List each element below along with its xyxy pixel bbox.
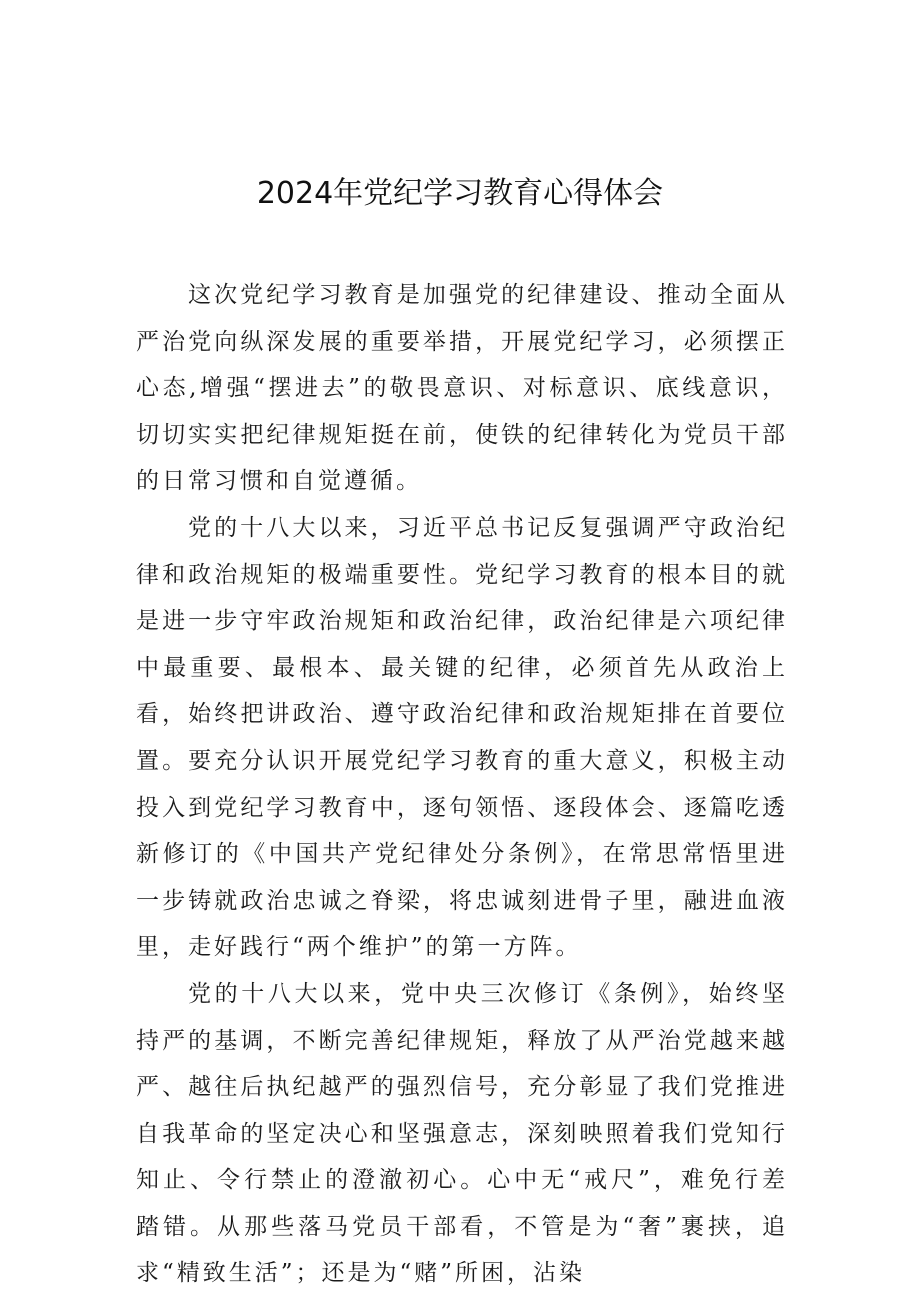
paragraph-2: 党的十八大以来，习近平总书记反复强调严守政治纪律和政治规矩的极端重要性。党纪学习教育的根本目的就是进一步守牢政治规矩和政治纪律，政治纪律是六项纪律中最重要、最根本、最关键的纪律，必须首先从政治上看，始终把讲政治、遵守政治纪律和政治规矩排在首要位置。要充分认识开展党纪学习教育的重大意义，积极主动投入到党纪学习教育中，逐句领悟、逐段体会、逐篇吃透新修订的《中国共产党纪律处分条例》，在常思常悟里进一步铸就政治忠诚之脊梁，将忠诚刻进骨子里，融进血液里，走好践行“两个维护”的第一方阵。 bbox=[136, 514, 788, 961]
document-title: 2024年党纪学习教育心得体会 bbox=[256, 176, 664, 211]
paragraph-1: 这次党纪学习教育是加强党的纪律建设、推动全面从严治党向纵深发展的重要举措，开展党纪学习，必须摆正心态,增强“摆进去”的敬畏意识、对标意识、底线意识，切切实实把纪律规矩挺在前，使铁的纪律转化为党员干部的日常习惯和自觉遵循。 bbox=[136, 282, 788, 495]
document-body bbox=[136, 272, 788, 1297]
paragraph-3: 党的十八大以来，党中央三次修订《条例》，始终坚持严的基调，不断完善纪律规矩，释放了从严治党越来越严、越往后执纪越严的强烈信号，充分彰显了我们党推进自我革命的坚定决心和坚强意志，深刻映照着我们党知行知止、令行禁止的澄澈初心。心中无“戒尺”，难免行差踏错。从那些落马党员干部看，不管是为“奢”裹挟，追求“精致生活”；还是为“赌”所困，沾染 bbox=[136, 980, 788, 1287]
